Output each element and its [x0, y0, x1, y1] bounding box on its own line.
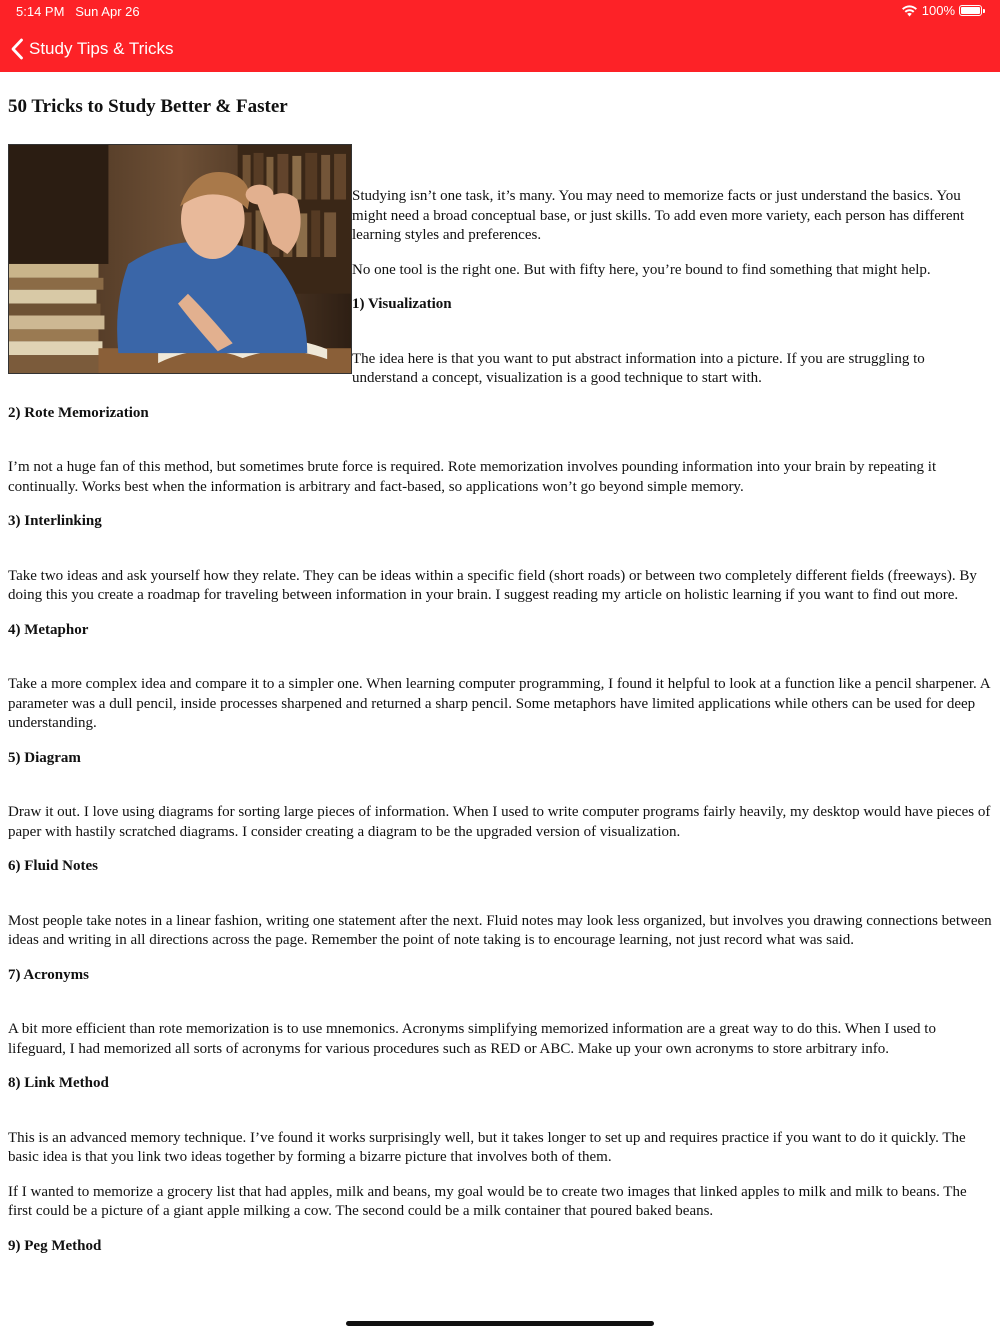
- battery-percent: 100%: [921, 3, 955, 18]
- section-paragraph: Take a more complex idea and compare it to a simpler one. When learning computer programming, I found it helpful to look at a function like a pencil sharpener. A parameter was a dull pencil, inside processes sharpened and returned a sharp pencil. Some metaphors have limited applications while others can be used for deep understanding.: [8, 676, 990, 731]
- student-studying-photo: [8, 144, 352, 374]
- section-paragraph: This is an advanced memory technique. I’ve found it works surprisingly well, but it takes longer to set up and requires practice if you want to do it quickly. The basic idea is that you link two ideas together by forming a bizarre picture that involves both of them.: [8, 1129, 966, 1165]
- section-paragraph: I’m not a huge fan of this method, but sometimes brute force is required. Rote memorization involves pounding information into your brain by repeating it continually. Works best when the information is arbitrary and fact-based, so applications won’t go beyond simple memory.: [8, 459, 937, 495]
- section-heading: 1) Visualization: [352, 296, 452, 312]
- section-heading: 9) Peg Method: [8, 1237, 102, 1254]
- intro-paragraph: No one tool is the right one. But with fifty here, you’re bound to find something that might help.: [352, 261, 931, 278]
- chevron-left-icon: [10, 38, 24, 60]
- battery-icon: [959, 4, 986, 17]
- back-button-label: Study Tips & Tricks: [29, 39, 174, 58]
- section-heading: 4) Metaphor: [8, 621, 89, 638]
- section-paragraph: The idea here is that you want to put abstract information into a picture. If you are struggling to understand a concept, visualization is a good technique to start with.: [352, 350, 925, 386]
- wifi-icon: [901, 4, 918, 17]
- intro-paragraph: Studying isn’t one task, it’s many. You may need to memorize facts or just understand the basics. You might need a broad conceptual base, or just skills. To add even more variety, each person has different learning styles and preferences.: [352, 188, 965, 243]
- section-heading: 6) Fluid Notes: [8, 858, 98, 874]
- status-right: [901, 3, 986, 18]
- navigation-bar: [0, 0, 1000, 72]
- home-indicator[interactable]: [346, 1321, 654, 1326]
- back-button[interactable]: [10, 34, 174, 64]
- section-paragraph: A bit more efficient than rote memorization is to use mnemonics. Acronyms simplifying memorized information are a great way to do this. When I used to lifeguard, I had memorized all sorts of acronyms for various procedures such as RED or ABC. Make up your own acronyms to store arbitrary info.: [8, 1021, 936, 1057]
- section-heading: 2) Rote Memorization: [8, 404, 149, 421]
- section-paragraph: Take two ideas and ask yourself how they relate. They can be ideas within a specific field (short roads) or between two completely different fields (freeways). By doing this you create a roadmap for traveling between information in your brain. I suggest reading my article on holistic learning if you want to find out more.: [8, 567, 977, 603]
- section-heading: 8) Link Method: [8, 1075, 109, 1091]
- status-time: 5:14 PM Sun Apr 26: [16, 4, 140, 19]
- section-heading: 5) Diagram: [8, 749, 81, 766]
- article-title: 50 Tricks to Study Better & Faster: [8, 96, 288, 117]
- section-paragraph: If I wanted to memorize a grocery list that had apples, milk and beans, my goal would be to create two images that linked apples to milk and milk to beans. The first could be a picture of a giant apple milking a cow. The second could be a milk container that poured baked beans.: [8, 1183, 967, 1219]
- status-bar: [0, 0, 1000, 24]
- section-paragraph: Draw it out. I love using diagrams for sorting large pieces of information. When I used to write computer programs fairly heavily, my desktop would have pieces of paper with hastily scratched diagrams. I consider creating a diagram to be the upgraded version of visualization.: [8, 804, 991, 840]
- section-paragraph: Most people take notes in a linear fashion, writing one statement after the next. Fluid notes may look less organized, but involves you drawing connections between ideas and writing in all directions across the page. Remember the point of note taking is to encourage learning, not just record what was said.: [8, 912, 992, 948]
- article-body: [8, 88, 992, 1291]
- section-heading: 3) Interlinking: [8, 513, 102, 529]
- section-heading: 7) Acronyms: [8, 966, 89, 983]
